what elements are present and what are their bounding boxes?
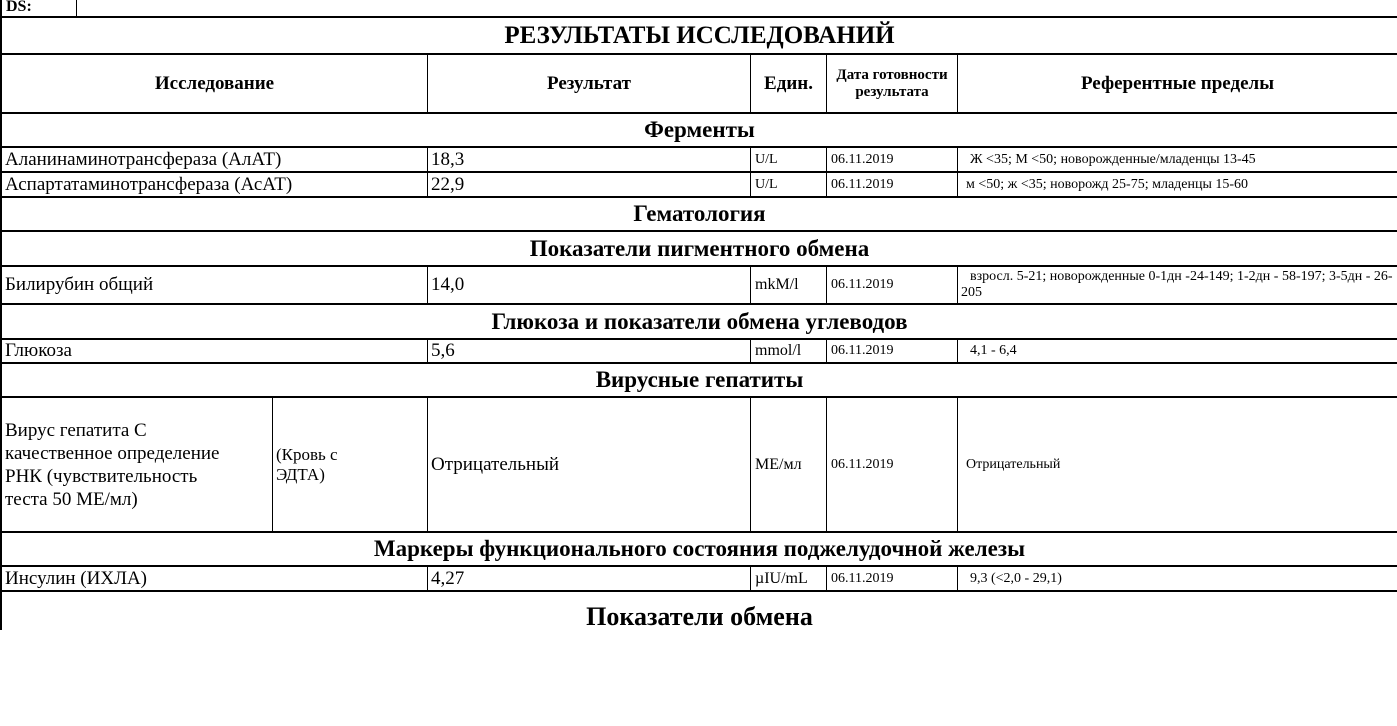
table-row [0,396,1397,531]
header-study: Исследование [0,55,427,112]
section-row [0,230,1397,265]
test-reference: 4,1 - 6,4 [957,340,1397,362]
header-unit: Един. [750,55,826,112]
section-row [0,531,1397,565]
test-name: Билирубин общий [0,267,427,303]
test-result: 4,27 [427,567,750,590]
table-row [0,146,1397,171]
section-next-partial: Показатели обмена [0,592,1397,630]
test-reference: Отрицательный [957,398,1397,531]
section-hepatitis: Вирусные гепатиты [0,364,1397,396]
test-name: Аланинаминотрансфераза (АлАТ) [0,148,427,171]
test-result: 22,9 [427,173,750,196]
section-row [0,196,1397,230]
test-unit: МЕ/мл [750,398,826,531]
test-name: Вирус гепатита С качественное определение РНК (чувствительность теста 50 МЕ/мл) [0,398,272,531]
section-row [0,112,1397,146]
test-date: 06.11.2019 [826,567,957,590]
test-name: Инсулин (ИХЛА) [0,567,427,590]
test-reference: Ж <35; М <50; новорожденные/младенцы 13-45 [957,148,1397,171]
test-reference: взросл. 5-21; новорожденные 0-1дн -24-149; 1-2дн - 58-197; 3-5дн - 26-205 [957,267,1397,303]
test-unit: mmol/l [750,340,826,362]
page-title: РЕЗУЛЬТАТЫ ИССЛЕДОВАНИЙ [0,18,1397,53]
ds-label: DS: [0,0,76,16]
table-row [0,265,1397,303]
test-date: 06.11.2019 [826,340,957,362]
test-reference: м <50; ж <35; новорожд 25-75; младенцы 15-60 [957,173,1397,196]
test-reference: 9,3 (<2,0 - 29,1) [957,567,1397,590]
header-result: Результат [427,55,750,112]
test-unit: µIU/mL [750,567,826,590]
section-row [0,362,1397,396]
test-unit: mkM/l [750,267,826,303]
ds-value[interactable] [76,0,1397,16]
test-name: Аспартатаминотрансфераза (АсАТ) [0,173,427,196]
section-enzymes: Ферменты [0,114,1397,146]
test-result: 14,0 [427,267,750,303]
header-reference: Референтные пределы [957,55,1397,112]
test-result: Отрицательный [427,398,750,531]
test-result: 18,3 [427,148,750,171]
section-row [0,590,1397,630]
section-hematology: Гематология [0,198,1397,230]
section-pancreas: Маркеры функционального состояния поджелудочной железы [0,533,1397,565]
header-row [0,53,1397,112]
test-date: 06.11.2019 [826,148,957,171]
section-pigment: Показатели пигментного обмена [0,232,1397,265]
section-glucose: Глюкоза и показатели обмена углеводов [0,305,1397,338]
ds-row [0,0,1397,16]
test-unit: U/L [750,148,826,171]
test-name: Глюкоза [0,340,427,362]
table-row [0,565,1397,590]
table-row [0,338,1397,362]
test-result: 5,6 [427,340,750,362]
header-date: Дата готовности результата [826,55,957,112]
table-row [0,171,1397,196]
test-date: 06.11.2019 [826,398,957,531]
section-row [0,303,1397,338]
test-date: 06.11.2019 [826,173,957,196]
test-date: 06.11.2019 [826,267,957,303]
test-unit: U/L [750,173,826,196]
title-row [0,16,1397,53]
test-material: (Кровь с ЭДТА) [272,398,427,531]
